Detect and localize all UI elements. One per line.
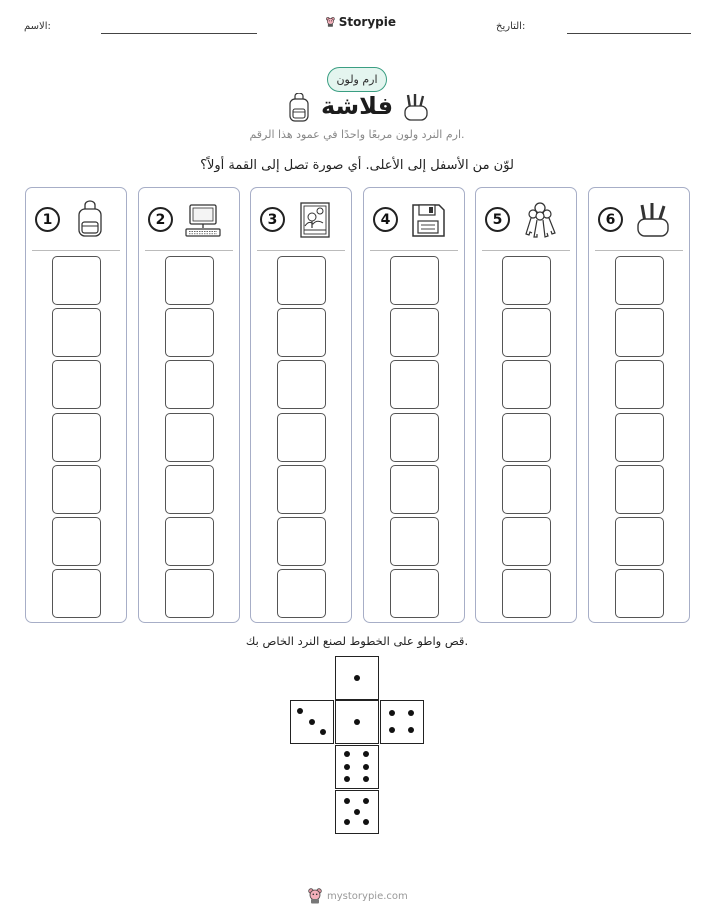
column-2 xyxy=(138,187,240,623)
column-header xyxy=(589,188,689,250)
color-square[interactable] xyxy=(390,256,439,305)
footer-url[interactable]: mystorypie.com xyxy=(327,890,408,902)
dice-pip xyxy=(363,751,369,757)
column-divider xyxy=(482,250,570,251)
color-square[interactable] xyxy=(277,569,326,618)
column-header xyxy=(26,188,126,250)
date-label: التاريخ: xyxy=(496,21,526,32)
dice-face-1 xyxy=(335,656,379,700)
column-5 xyxy=(475,187,577,623)
pencil-case-icon xyxy=(633,200,673,240)
activity-badge: ارم ولون xyxy=(327,67,387,92)
color-square[interactable] xyxy=(615,413,664,462)
color-square[interactable] xyxy=(502,517,551,566)
pencil-case-icon xyxy=(403,92,429,122)
dice-pip xyxy=(344,776,350,782)
dice-pip xyxy=(389,710,395,716)
dice-pip xyxy=(344,764,350,770)
column-number: 5 xyxy=(485,207,510,232)
color-square[interactable] xyxy=(165,308,214,357)
name-label: الاسم: xyxy=(24,21,51,32)
column-1 xyxy=(25,187,127,623)
dice-pip xyxy=(320,729,326,735)
computer-icon xyxy=(183,200,223,240)
column-divider xyxy=(595,250,683,251)
color-square[interactable] xyxy=(390,517,439,566)
dice-pip xyxy=(297,708,303,714)
bear-logo-icon xyxy=(326,14,335,30)
column-number: 6 xyxy=(598,207,623,232)
dice-pip xyxy=(363,819,369,825)
color-square[interactable] xyxy=(390,413,439,462)
color-square[interactable] xyxy=(390,360,439,409)
color-square[interactable] xyxy=(277,517,326,566)
color-square[interactable] xyxy=(502,569,551,618)
color-square[interactable] xyxy=(277,308,326,357)
column-3 xyxy=(250,187,352,623)
storypie-logo xyxy=(326,12,396,32)
color-square[interactable] xyxy=(615,360,664,409)
brand-name: Storypie xyxy=(338,15,396,29)
color-square[interactable] xyxy=(277,256,326,305)
color-square[interactable] xyxy=(502,256,551,305)
column-number: 1 xyxy=(35,207,60,232)
dice-pip xyxy=(354,719,360,725)
dice-pip xyxy=(354,809,360,815)
dice-face-6 xyxy=(335,745,379,789)
column-header xyxy=(251,188,351,250)
color-square[interactable] xyxy=(390,308,439,357)
color-square[interactable] xyxy=(615,569,664,618)
dice-pip xyxy=(363,798,369,804)
dice-pip xyxy=(344,819,350,825)
color-square[interactable] xyxy=(165,465,214,514)
instructions-text: ارم النرد ولون مربعًا واحدًا في عمود هذا الرقم. xyxy=(249,128,465,141)
color-square[interactable] xyxy=(165,256,214,305)
color-square[interactable] xyxy=(165,569,214,618)
dice-pip xyxy=(354,675,360,681)
column-number: 2 xyxy=(148,207,173,232)
color-square[interactable] xyxy=(165,360,214,409)
dice-pip xyxy=(344,798,350,804)
dice-face-4 xyxy=(380,700,424,744)
floppy-disk-icon xyxy=(408,200,448,240)
dice-pip xyxy=(363,776,369,782)
keys-icon xyxy=(520,200,560,240)
question-text: لوّن من الأسفل إلى الأعلى. أي صورة تصل إلى القمة أولاً؟ xyxy=(200,158,514,173)
bear-footer-icon xyxy=(308,888,322,904)
column-header xyxy=(139,188,239,250)
color-square[interactable] xyxy=(615,465,664,514)
date-line[interactable] xyxy=(567,33,691,34)
column-divider xyxy=(257,250,345,251)
color-square[interactable] xyxy=(165,413,214,462)
color-square[interactable] xyxy=(52,360,101,409)
color-square[interactable] xyxy=(502,413,551,462)
footer xyxy=(308,886,418,906)
color-square[interactable] xyxy=(52,308,101,357)
color-square[interactable] xyxy=(52,256,101,305)
color-square[interactable] xyxy=(277,360,326,409)
color-square[interactable] xyxy=(615,517,664,566)
column-number: 4 xyxy=(373,207,398,232)
column-divider xyxy=(370,250,458,251)
column-4 xyxy=(363,187,465,623)
dice-pip xyxy=(344,751,350,757)
dice-pip xyxy=(389,727,395,733)
color-square[interactable] xyxy=(502,465,551,514)
column-header xyxy=(476,188,576,250)
picture-icon xyxy=(295,200,335,240)
color-square[interactable] xyxy=(277,465,326,514)
color-square[interactable] xyxy=(390,569,439,618)
color-square[interactable] xyxy=(52,517,101,566)
column-divider xyxy=(145,250,233,251)
name-line[interactable] xyxy=(101,33,257,34)
page-title: فلاشة xyxy=(320,92,394,120)
dice-pip xyxy=(408,710,414,716)
color-square[interactable] xyxy=(277,413,326,462)
color-square[interactable] xyxy=(615,256,664,305)
dice-face-3 xyxy=(290,700,334,744)
color-square[interactable] xyxy=(52,465,101,514)
color-square[interactable] xyxy=(52,569,101,618)
color-square[interactable] xyxy=(502,308,551,357)
color-square[interactable] xyxy=(165,517,214,566)
backpack-icon xyxy=(70,200,110,240)
dice-pip xyxy=(408,727,414,733)
color-square[interactable] xyxy=(615,308,664,357)
dice-face-1 xyxy=(335,700,379,744)
column-number: 3 xyxy=(260,207,285,232)
color-square[interactable] xyxy=(502,360,551,409)
color-square[interactable] xyxy=(390,465,439,514)
dice-pip xyxy=(309,719,315,725)
column-header xyxy=(364,188,464,250)
column-divider xyxy=(32,250,120,251)
cut-instruction: قص واطو على الخطوط لصنع النرد الخاص بك. xyxy=(245,634,469,648)
dice-pip xyxy=(363,764,369,770)
column-6 xyxy=(588,187,690,623)
color-square[interactable] xyxy=(52,413,101,462)
dice-face-5 xyxy=(335,790,379,834)
